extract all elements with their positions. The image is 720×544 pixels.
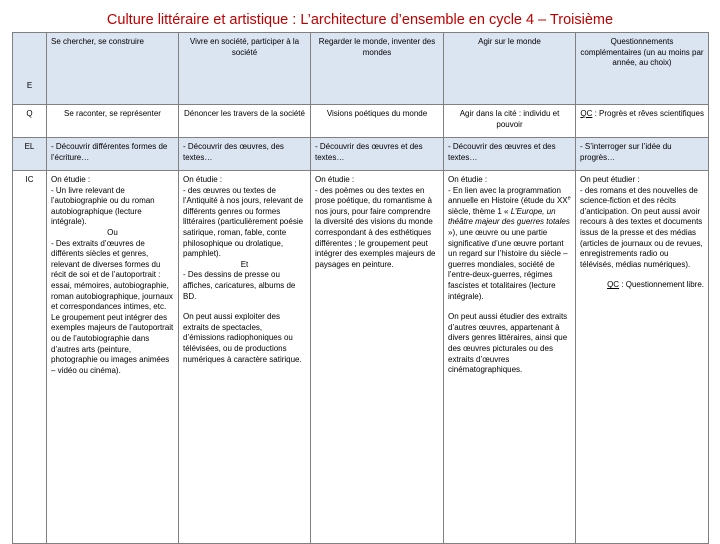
cell-ic-4 — [444, 171, 576, 544]
cell-el-5: - S’interroger sur l’idée du progrès… — [576, 138, 709, 171]
ic5-qc-text: : Questionnement libre. — [619, 280, 704, 290]
row-label-el: EL — [13, 138, 47, 171]
ic1-head: On étudie : — [51, 175, 91, 184]
qc-text: : Progrès et rêves scientifiques — [592, 109, 704, 118]
cell-q-4: Agir dans la cité : individu et pouvoir — [444, 105, 576, 138]
cell-e-4: Agir sur le monde — [444, 33, 576, 105]
row-label-ic: IC — [13, 171, 47, 544]
ic4-p1a: - En lien avec la programmation annuelle en Histoire (étude du XX — [448, 185, 568, 206]
ic4-p1 — [448, 186, 571, 303]
cell-ic-3 — [311, 171, 444, 544]
page-title: Culture littéraire et artistique : L’architecture d’ensemble en cycle 4 – Troisième — [106, 12, 614, 28]
ic1-p2: - Des extraits d’œuvres de différents siècles et genres, relevant de diverses formes du récit de soi et de l’autoportrait : essai, mémoires, autobiographie, roman autobiographique, journaux et correspondances intimes, etc. Le groupement peut intégrer des exemples majeurs de l’autoportrait ou de l’autobiographie dans d’autres arts (peinture, photographie ou images animées – vidéo ou cinéma). — [51, 238, 174, 375]
spacer — [580, 270, 704, 280]
cell-ic-2 — [179, 171, 311, 544]
cell-el-2: - Découvrir des œuvres, des textes… — [179, 138, 311, 171]
ic4-p1sup: e — [567, 195, 571, 202]
ic2-p1: - des œuvres ou textes de l’Antiquité à nos jours, relevant de différents genres ou formes littéraires (particulièrement poésie satirique, roman, fable, conte philosophique ou drolatique, pamphlet). — [183, 185, 304, 259]
ic1-ou: Ou — [107, 227, 118, 237]
cell-el-4: - Découvrir des œuvres et des textes… — [444, 138, 576, 171]
cell-q-2: Dénoncer les travers de la société — [179, 105, 311, 138]
cell-el-3: - Découvrir des œuvres et des textes… — [311, 138, 444, 171]
ic5-p1: - des romans et des nouvelles de science-fiction et des récits d’anticipation. On peut aussi avoir recours à des textes et documents issus de la presse et des médias (articles de journaux ou de revues, enregistrements radio ou télévisés, médias numériques). — [580, 185, 703, 269]
ic4-p2: On peut aussi étudier des extraits d’autres œuvres, appartenant à divers genres littéraires, ainsi que des œuvres picturales ou des extraits d’œuvres cinématographiques. — [448, 312, 568, 375]
ic3-head: On étudie : — [315, 175, 355, 184]
cell-el-1: - Découvrir différentes formes de l’écriture… — [47, 138, 179, 171]
ic5-head: On peut étudier : — [580, 175, 640, 184]
qc-label: QC — [580, 109, 593, 118]
ic4-p1it: L’Europe, un théâtre majeur des guerres totales — [448, 206, 570, 227]
row-e — [13, 33, 709, 105]
ic4-p1c: »), une œuvre ou une partie significative d’une œuvre portant un regard sur l’histoire du siècle – guerres mondiales, société de l’entre-deux-guerres, régimes fascistes et totalitaires (lecture intégrale). — [448, 227, 568, 301]
ic5-qc — [580, 280, 704, 291]
ic2-et: Et — [240, 259, 249, 269]
ic1-p1: - Un livre relevant de l’autobiographie ou du roman autobiographique (lecture intégrale). — [51, 185, 155, 227]
curriculum-table — [12, 32, 709, 544]
row-label-e: E — [13, 33, 47, 105]
cell-ic-1 — [47, 171, 179, 544]
ic2-p3: On peut aussi exploiter des extraits de spectacles, d’émissions radiophoniques ou télévisées, ou de productions numériques à caractère satirique. — [183, 312, 302, 364]
cell-e-3: Regarder le monde, inventer des mondes — [311, 33, 444, 105]
cell-q-3: Visions poétiques du monde — [311, 105, 444, 138]
cell-e-5: Questionnements complémentaires (un au moins par année, au choix) — [576, 33, 709, 105]
ic2-head: On étudie : — [183, 175, 223, 184]
row-ic — [13, 171, 709, 544]
cell-q-1: Se raconter, se représenter — [47, 105, 179, 138]
spacer — [448, 302, 571, 312]
row-q — [13, 105, 709, 138]
cell-e-1: Se chercher, se construire — [47, 33, 179, 105]
row-el — [13, 138, 709, 171]
row-label-q: Q — [13, 105, 47, 138]
ic4-p1b: siècle, thème 1 « — [448, 206, 511, 216]
ic3-p1: - des poèmes ou des textes en prose poétique, du romantisme à nos jours, pour faire comprendre la diversité des visions du monde correspondant à des esthétiques différentes ; le groupement peut intégrer des exemples majeurs de paysages en peinture. — [315, 185, 436, 269]
ic2-p2: - Des dessins de presse ou affiches, caricatures, albums de BD. — [183, 270, 296, 301]
ic5-qc-label: QC — [607, 280, 620, 290]
ic4-head: On étudie : — [448, 175, 488, 184]
cell-e-2: Vivre en société, participer à la société — [179, 33, 311, 105]
spacer — [183, 302, 306, 312]
cell-q-5 — [576, 105, 709, 138]
cell-ic-5 — [576, 171, 709, 544]
